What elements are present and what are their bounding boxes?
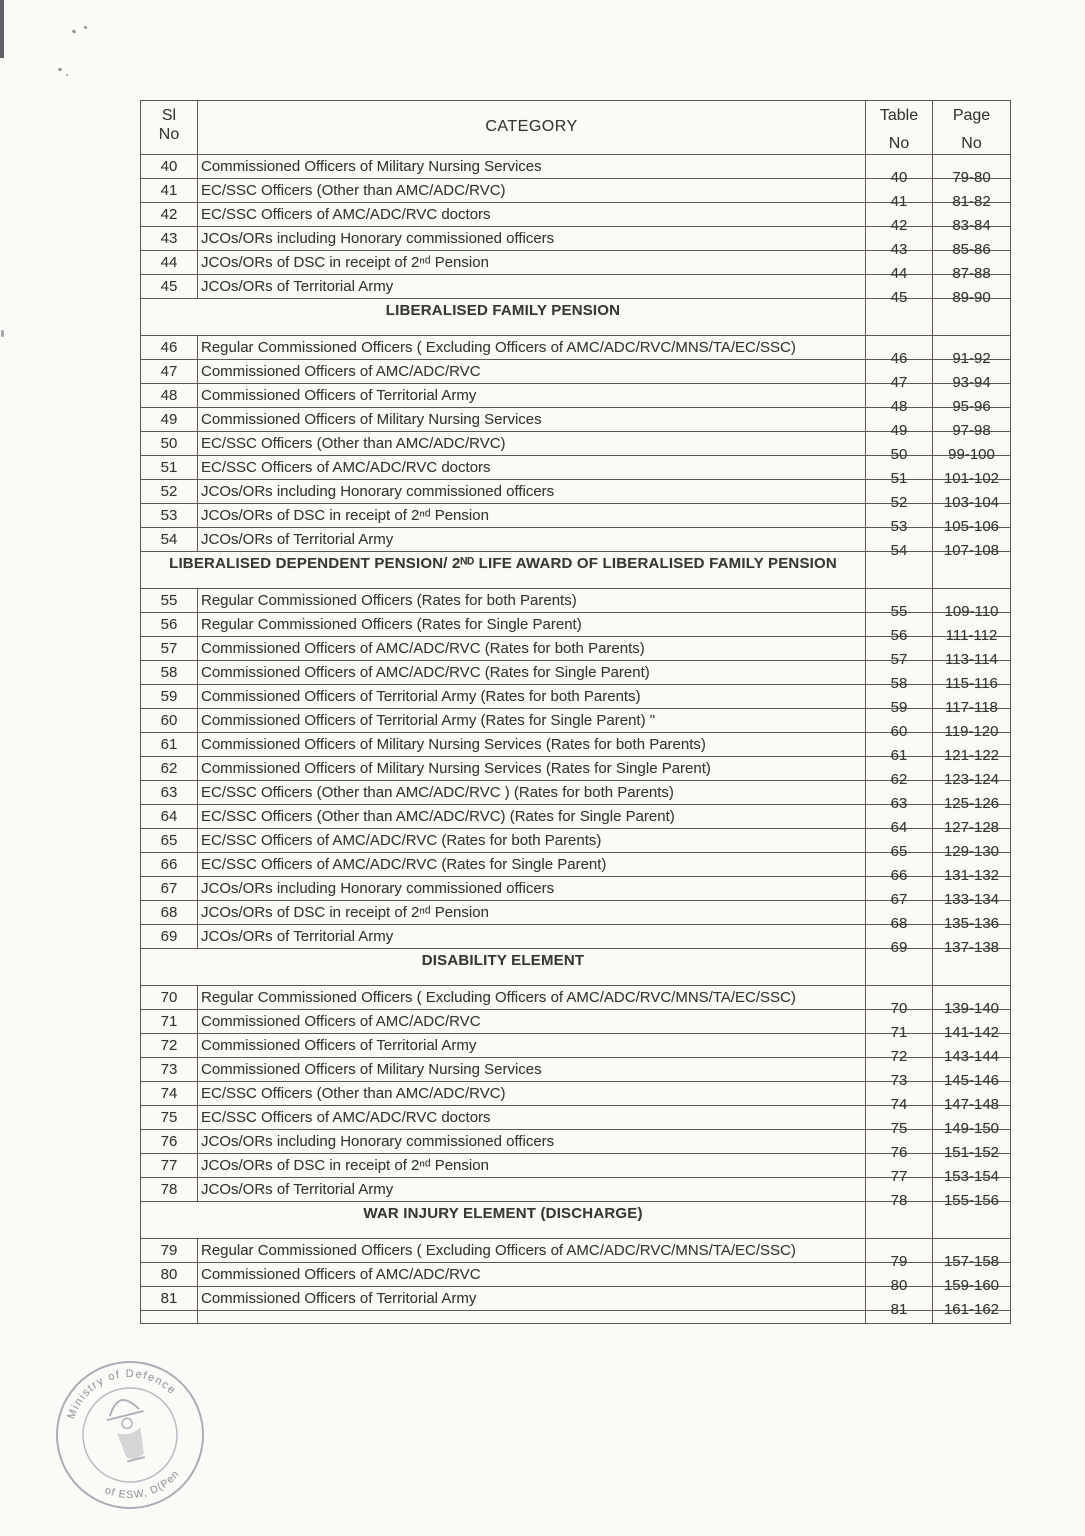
row-table-no: 55 (866, 589, 933, 613)
row-page-no: 139-140 (933, 986, 1011, 1010)
row-sl-no: 74 (141, 1082, 198, 1106)
table-row (141, 901, 1011, 925)
row-page-no: 147-148 (933, 1082, 1011, 1106)
row-category: Regular Commissioned Officers (Rates for Single Parent) (198, 613, 866, 637)
row-sl-no: 59 (141, 685, 198, 709)
row-table-no: 77 (866, 1154, 933, 1178)
ashoka-emblem-icon (103, 1395, 155, 1463)
row-sl-no: 62 (141, 757, 198, 781)
row-category: EC/SSC Officers of AMC/ADC/RVC (Rates for both Parents) (198, 829, 866, 853)
row-page-no: 91-92 (933, 336, 1011, 360)
table-row (141, 757, 1011, 781)
row-category: Commissioned Officers of AMC/ADC/RVC (198, 1263, 866, 1287)
pension-tables-index (140, 100, 1011, 1324)
row-sl-no: 77 (141, 1154, 198, 1178)
row-category: JCOs/ORs including Honorary commissioned officers (198, 877, 866, 901)
row-category: Regular Commissioned Officers ( Excluding Officers of AMC/ADC/RVC/MNS/TA/EC/SSC) (198, 336, 866, 360)
table-row (141, 986, 1011, 1010)
row-table-no: 40 (866, 155, 933, 179)
row-page-no: 149-150 (933, 1106, 1011, 1130)
row-category: Regular Commissioned Officers ( Excluding Officers of AMC/ADC/RVC/MNS/TA/EC/SSC) (198, 1239, 866, 1263)
table-row (141, 251, 1011, 275)
row-sl-no: 69 (141, 925, 198, 949)
row-category: Commissioned Officers of AMC/ADC/RVC (Rates for Single Parent) (198, 661, 866, 685)
row-sl-no: 55 (141, 589, 198, 613)
row-table-no: 54 (866, 528, 933, 552)
row-page-no: 141-142 (933, 1010, 1011, 1034)
row-sl-no: 79 (141, 1239, 198, 1263)
table-row (141, 408, 1011, 432)
row-page-no: 153-154 (933, 1154, 1011, 1178)
row-category: JCOs/ORs of Territorial Army (198, 925, 866, 949)
row-category: JCOs/ORs of DSC in receipt of 2ⁿᵈ Pension (198, 1154, 866, 1178)
row-page-no: 97-98 (933, 408, 1011, 432)
row-sl-no: 51 (141, 456, 198, 480)
table-row (141, 227, 1011, 251)
row-table-no: 75 (866, 1106, 933, 1130)
row-page-no: 151-152 (933, 1130, 1011, 1154)
row-page-no: 107-108 (933, 528, 1011, 552)
scan-edge-mark (1, 330, 4, 337)
row-table-no: 60 (866, 709, 933, 733)
row-category: JCOs/ORs of Territorial Army (198, 1178, 866, 1202)
table-row (141, 1106, 1011, 1130)
table-row (141, 155, 1011, 179)
row-sl-no: 70 (141, 986, 198, 1010)
row-sl-no: 46 (141, 336, 198, 360)
row-table-no: 52 (866, 480, 933, 504)
table-row (141, 1082, 1011, 1106)
row-sl-no: 44 (141, 251, 198, 275)
row-category: Commissioned Officers of Territorial Army (Rates for Single Parent) " (198, 709, 866, 733)
row-table-no: 74 (866, 1082, 933, 1106)
row-table-no: 67 (866, 877, 933, 901)
table-header (141, 101, 1011, 155)
row-category: EC/SSC Officers of AMC/ADC/RVC (Rates for Single Parent) (198, 853, 866, 877)
row-sl-no: 52 (141, 480, 198, 504)
row-table-no: 43 (866, 227, 933, 251)
row-category: JCOs/ORs of Territorial Army (198, 528, 866, 552)
table-row (141, 203, 1011, 227)
row-page-no: 113-114 (933, 637, 1011, 661)
row-page-no: 103-104 (933, 480, 1011, 504)
row-page-no: 161-162 (933, 1287, 1011, 1311)
row-category: Commissioned Officers of Territorial Army (Rates for both Parents) (198, 685, 866, 709)
row-page-no: 105-106 (933, 504, 1011, 528)
col-header-sl-no: Sl No (141, 101, 198, 155)
row-table-no: 64 (866, 805, 933, 829)
table-row (141, 805, 1011, 829)
toc-body (141, 155, 1011, 1318)
row-sl-no: 60 (141, 709, 198, 733)
row-table-no: 71 (866, 1010, 933, 1034)
row-page-no: 137-138 (933, 925, 1011, 949)
row-page-no: 143-144 (933, 1034, 1011, 1058)
row-sl-no: 68 (141, 901, 198, 925)
pen-speck (84, 26, 87, 29)
row-page-no: 123-124 (933, 757, 1011, 781)
row-table-no: 56 (866, 613, 933, 637)
row-category: JCOs/ORs including Honorary commissioned officers (198, 227, 866, 251)
row-table-no: 79 (866, 1239, 933, 1263)
section-title: WAR INJURY ELEMENT (DISCHARGE) (141, 1202, 866, 1239)
row-sl-no: 53 (141, 504, 198, 528)
row-category: JCOs/ORs including Honorary commissioned officers (198, 480, 866, 504)
row-table-no: 76 (866, 1130, 933, 1154)
table-row (141, 733, 1011, 757)
row-page-no: 135-136 (933, 901, 1011, 925)
row-sl-no: 57 (141, 637, 198, 661)
row-category: JCOs/ORs of DSC in receipt of 2ⁿᵈ Pension (198, 901, 866, 925)
row-category: JCOs/ORs of DSC in receipt of 2ⁿᵈ Pension (198, 504, 866, 528)
row-category: EC/SSC Officers (Other than AMC/ADC/RVC ) (Rates for both Parents) (198, 781, 866, 805)
row-sl-no: 72 (141, 1034, 198, 1058)
row-page-no: 131-132 (933, 853, 1011, 877)
table-row (141, 528, 1011, 552)
table-row (141, 1154, 1011, 1178)
row-page-no: 93-94 (933, 360, 1011, 384)
table-row (141, 613, 1011, 637)
row-table-no: 72 (866, 1034, 933, 1058)
table-row (141, 637, 1011, 661)
row-sl-no: 40 (141, 155, 198, 179)
row-page-no: 83-84 (933, 203, 1011, 227)
row-page-no: 117-118 (933, 685, 1011, 709)
row-page-no: 127-128 (933, 805, 1011, 829)
section-header-row (141, 1202, 1011, 1239)
row-sl-no: 49 (141, 408, 198, 432)
row-sl-no: 63 (141, 781, 198, 805)
row-table-no: 80 (866, 1263, 933, 1287)
row-table-no: 69 (866, 925, 933, 949)
row-page-no: 115-116 (933, 661, 1011, 685)
ministry-stamp (45, 1350, 215, 1520)
table-row (141, 1263, 1011, 1287)
row-category: EC/SSC Officers (Other than AMC/ADC/RVC) (198, 1082, 866, 1106)
row-sl-no: 75 (141, 1106, 198, 1130)
row-page-no: 159-160 (933, 1263, 1011, 1287)
table-row (141, 589, 1011, 613)
row-category: EC/SSC Officers (Other than AMC/ADC/RVC) (198, 432, 866, 456)
row-table-no: 50 (866, 432, 933, 456)
table-row (141, 1287, 1011, 1311)
table-row (141, 1034, 1011, 1058)
row-table-no: 44 (866, 251, 933, 275)
row-table-no: 78 (866, 1178, 933, 1202)
row-page-no: 89-90 (933, 275, 1011, 299)
row-table-no: 57 (866, 637, 933, 661)
row-sl-no: 71 (141, 1010, 198, 1034)
row-sl-no: 41 (141, 179, 198, 203)
row-sl-no: 42 (141, 203, 198, 227)
row-table-no: 41 (866, 179, 933, 203)
section-title: LIBERALISED DEPENDENT PENSION/ 2ᴺᴰ LIFE AWARD OF LIBERALISED FAMILY PENSION (141, 552, 866, 589)
row-sl-no: 47 (141, 360, 198, 384)
table-row (141, 456, 1011, 480)
table-row (141, 661, 1011, 685)
table-header-row (141, 101, 1011, 155)
table-row (141, 925, 1011, 949)
row-sl-no: 76 (141, 1130, 198, 1154)
row-sl-no: 81 (141, 1287, 198, 1311)
row-table-no: 47 (866, 360, 933, 384)
table-row (141, 179, 1011, 203)
row-category: Commissioned Officers of Military Nursing Services (198, 1058, 866, 1082)
row-category: Commissioned Officers of Military Nursing Services (198, 408, 866, 432)
row-page-no: 85-86 (933, 227, 1011, 251)
row-category: EC/SSC Officers (Other than AMC/ADC/RVC) (198, 179, 866, 203)
row-table-no: 51 (866, 456, 933, 480)
row-page-no: 125-126 (933, 781, 1011, 805)
row-sl-no: 80 (141, 1263, 198, 1287)
row-sl-no: 73 (141, 1058, 198, 1082)
table-row (141, 781, 1011, 805)
row-page-no: 111-112 (933, 613, 1011, 637)
row-sl-no: 48 (141, 384, 198, 408)
row-table-no: 63 (866, 781, 933, 805)
row-category: Commissioned Officers of AMC/ADC/RVC (Rates for both Parents) (198, 637, 866, 661)
row-sl-no: 58 (141, 661, 198, 685)
table-row (141, 480, 1011, 504)
row-page-no: 95-96 (933, 384, 1011, 408)
row-sl-no: 64 (141, 805, 198, 829)
col-header-category: CATEGORY (198, 101, 866, 155)
row-sl-no: 45 (141, 275, 198, 299)
stamp-arc-text-bottom: of ESW, D(Pen (103, 1467, 183, 1502)
row-sl-no: 43 (141, 227, 198, 251)
table-row (141, 1058, 1011, 1082)
table-row (141, 336, 1011, 360)
row-category: Commissioned Officers of Territorial Army (198, 1034, 866, 1058)
row-category: Regular Commissioned Officers (Rates for both Parents) (198, 589, 866, 613)
row-page-no: 155-156 (933, 1178, 1011, 1202)
row-table-no: 66 (866, 853, 933, 877)
table-row (141, 1178, 1011, 1202)
row-category: JCOs/ORs including Honorary commissioned officers (198, 1130, 866, 1154)
row-table-no: 73 (866, 1058, 933, 1082)
svg-text:of ESW, D(Pen (101, 1466, 186, 1509)
row-sl-no: 54 (141, 528, 198, 552)
section-header-row (141, 949, 1011, 986)
row-page-no: 79-80 (933, 155, 1011, 179)
table-row (141, 853, 1011, 877)
row-sl-no: 50 (141, 432, 198, 456)
scan-edge-artifact (0, 0, 4, 58)
row-table-no: 58 (866, 661, 933, 685)
section-header-row (141, 552, 1011, 589)
row-page-no: 145-146 (933, 1058, 1011, 1082)
row-sl-no: 56 (141, 613, 198, 637)
row-page-no: 119-120 (933, 709, 1011, 733)
row-table-no: 81 (866, 1287, 933, 1311)
row-table-no: 48 (866, 384, 933, 408)
row-category: Commissioned Officers of Military Nursing Services (Rates for both Parents) (198, 733, 866, 757)
row-table-no: 49 (866, 408, 933, 432)
section-title: DISABILITY ELEMENT (141, 949, 866, 986)
table-row (141, 504, 1011, 528)
row-page-no: 81-82 (933, 179, 1011, 203)
table-row (141, 360, 1011, 384)
row-sl-no: 66 (141, 853, 198, 877)
row-table-no: 70 (866, 986, 933, 1010)
row-sl-no: 65 (141, 829, 198, 853)
row-table-no: 59 (866, 685, 933, 709)
row-table-no: 46 (866, 336, 933, 360)
pen-speck (58, 67, 63, 71)
row-category: EC/SSC Officers of AMC/ADC/RVC doctors (198, 1106, 866, 1130)
row-page-no: 157-158 (933, 1239, 1011, 1263)
table-row (141, 877, 1011, 901)
row-table-no: 45 (866, 275, 933, 299)
row-category: Commissioned Officers of AMC/ADC/RVC (198, 1010, 866, 1034)
row-category: Commissioned Officers of AMC/ADC/RVC (198, 360, 866, 384)
row-page-no: 99-100 (933, 432, 1011, 456)
row-table-no: 53 (866, 504, 933, 528)
pen-speck (66, 74, 68, 76)
row-page-no: 121-122 (933, 733, 1011, 757)
row-table-no: 61 (866, 733, 933, 757)
row-category: Commissioned Officers of Territorial Army (198, 1287, 866, 1311)
row-sl-no: 67 (141, 877, 198, 901)
row-category: JCOs/ORs of DSC in receipt of 2ⁿᵈ Pension (198, 251, 866, 275)
row-table-no: 68 (866, 901, 933, 925)
row-page-no: 87-88 (933, 251, 1011, 275)
row-category: Commissioned Officers of Territorial Army (198, 384, 866, 408)
row-category: Regular Commissioned Officers ( Excluding Officers of AMC/ADC/RVC/MNS/TA/EC/SSC) (198, 986, 866, 1010)
table-bottom-spacer-row (141, 1311, 1011, 1324)
row-table-no: 65 (866, 829, 933, 853)
col-header-table-no: Table No (866, 101, 933, 155)
stamp-arc-text-top: Ministry of Defence (65, 1367, 179, 1421)
table-row (141, 432, 1011, 456)
row-category: EC/SSC Officers of AMC/ADC/RVC doctors (198, 203, 866, 227)
table-row (141, 1010, 1011, 1034)
row-page-no: 133-134 (933, 877, 1011, 901)
row-sl-no: 78 (141, 1178, 198, 1202)
row-table-no: 42 (866, 203, 933, 227)
row-category: JCOs/ORs of Territorial Army (198, 275, 866, 299)
row-page-no: 129-130 (933, 829, 1011, 853)
table-row (141, 685, 1011, 709)
row-category: Commissioned Officers of Military Nursing Services (198, 155, 866, 179)
table-row (141, 829, 1011, 853)
row-page-no: 109-110 (933, 589, 1011, 613)
col-header-page-no: Page No (933, 101, 1011, 155)
table-row (141, 709, 1011, 733)
row-category: Commissioned Officers of Military Nursing Services (Rates for Single Parent) (198, 757, 866, 781)
table-row (141, 275, 1011, 299)
row-sl-no: 61 (141, 733, 198, 757)
row-category: EC/SSC Officers (Other than AMC/ADC/RVC) (Rates for Single Parent) (198, 805, 866, 829)
table-row (141, 384, 1011, 408)
row-table-no: 62 (866, 757, 933, 781)
pen-speck (72, 29, 77, 34)
row-category: EC/SSC Officers of AMC/ADC/RVC doctors (198, 456, 866, 480)
section-title: LIBERALISED FAMILY PENSION (141, 299, 866, 336)
row-page-no: 101-102 (933, 456, 1011, 480)
table-row (141, 1130, 1011, 1154)
section-header-row (141, 299, 1011, 336)
table-row (141, 1239, 1011, 1263)
